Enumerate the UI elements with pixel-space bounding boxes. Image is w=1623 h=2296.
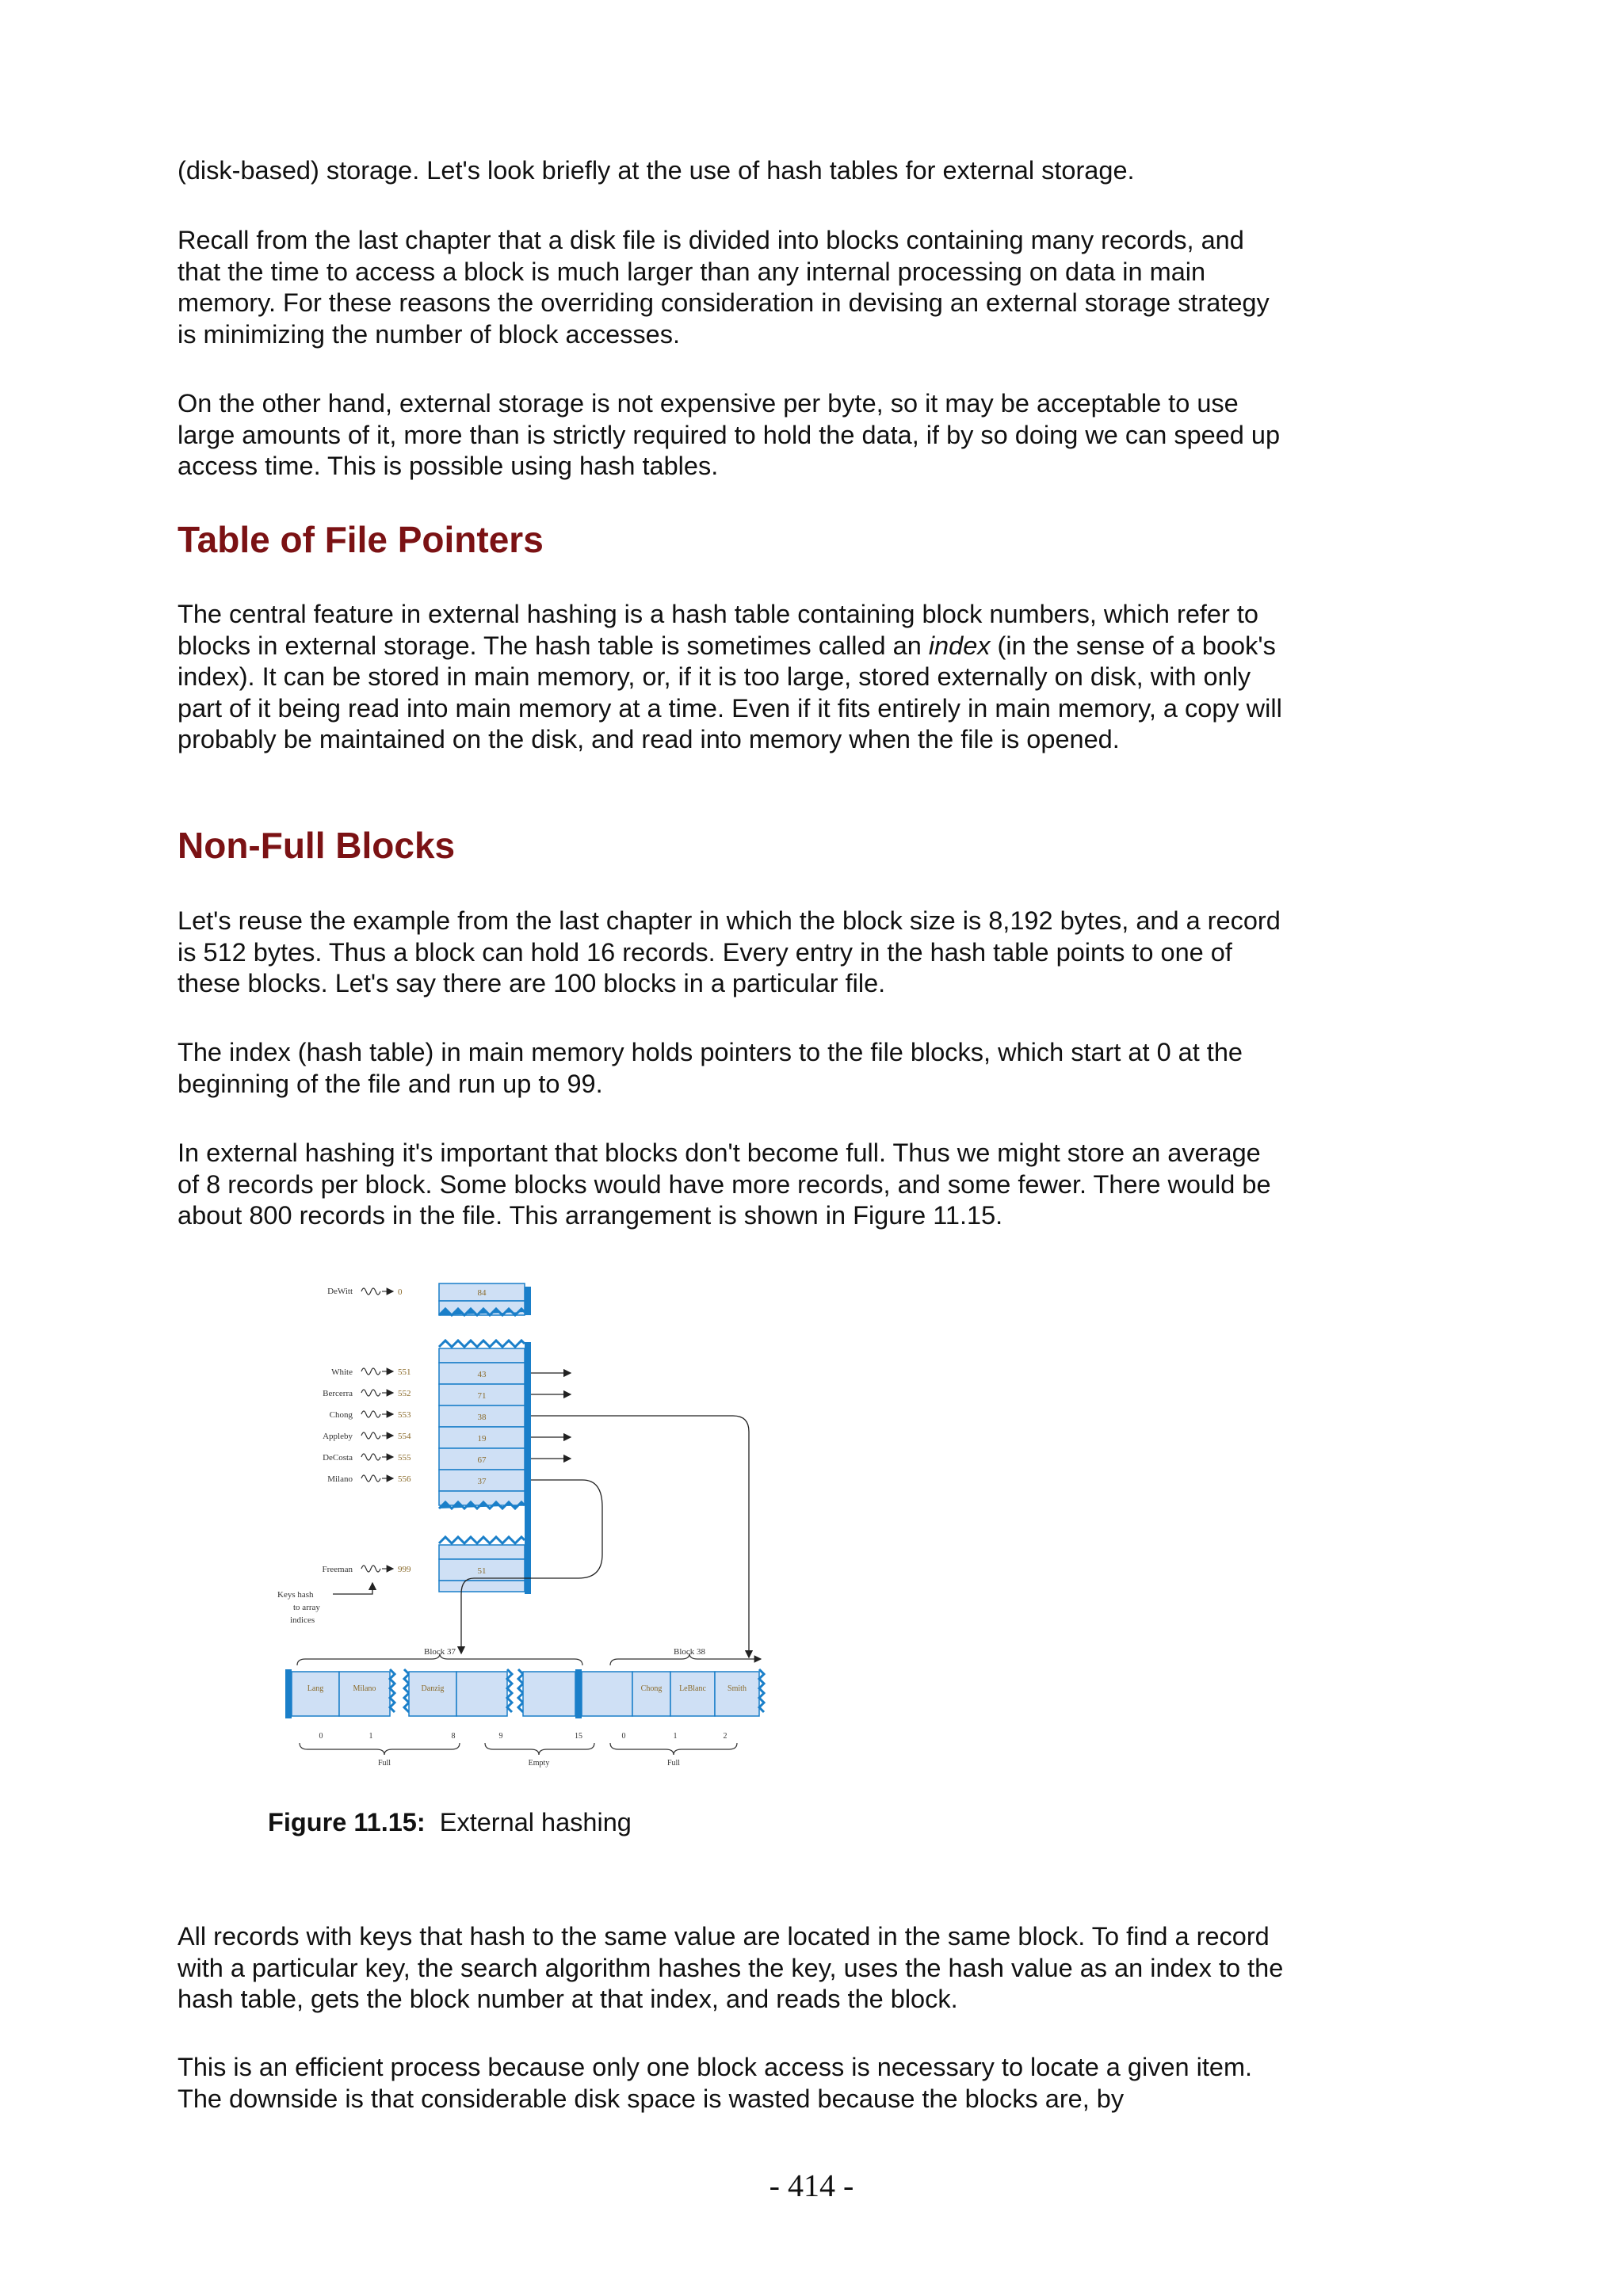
block-number: 51 [477, 1566, 487, 1576]
record-cell: Chong [640, 1684, 663, 1693]
paragraph [178, 599, 1287, 756]
paragraph [178, 1037, 1287, 1100]
note-line: Keys hash [277, 1590, 314, 1600]
paragraph [178, 1138, 1287, 1232]
paragraph-text: The central feature in external hashing is a hash table containing block numbers, which refer to blocks in external storage. The hash table is sometimes called an index (in the sense of a book's index). It can be stored in main memory, or, if it is too large, stored externally on disk, with only part of it being read into main memory at a time. Even if it fits entirely in main memory, a copy will probably be maintained on the disk, and read into memory when the file is opened. [178, 600, 1282, 753]
record-cell: LeBlanc [679, 1684, 706, 1693]
data-block-38 [518, 1669, 764, 1718]
bottom-scale [300, 1732, 737, 1768]
record-cell: Smith [727, 1684, 747, 1693]
slot-number: 1 [673, 1732, 678, 1741]
key-name: DeCosta [323, 1453, 353, 1463]
caption-text: External hashing [439, 1808, 632, 1836]
paragraph-text: The index (hash table) in main memory holds pointers to the file blocks, which start at 0 at the beginning of the file and run up to 99. [178, 1038, 1243, 1098]
block-number: 43 [477, 1370, 487, 1379]
paragraph-text: Let's reuse the example from the last chapter in which the block size is 8,192 bytes, and a record is 512 bytes. Thus a block can hold 16 records. Every entry in the hash table points to one of these blocks. Let's say there are 100 blocks in a particular file. [178, 906, 1281, 997]
heading-non-full-blocks: Non-Full Blocks [178, 825, 456, 866]
hash-index: 552 [398, 1389, 411, 1398]
key-name: Freeman [322, 1565, 353, 1574]
block-38-label: Block 38 [673, 1647, 706, 1657]
external-hashing-diagram [277, 1253, 792, 1768]
page-number: - 414 - [769, 2168, 854, 2203]
paragraph-text: Recall from the last chapter that a disk file is divided into blocks containing many records, and that the time to access a block is much larger than any internal processing on data in main memory. For these reasons the overriding consideration in devising an external storage strategy is minimizing the number of block accesses. [178, 226, 1270, 349]
record-cell: Milano [353, 1684, 376, 1693]
paragraph [178, 1921, 1287, 2016]
index-entry-555 [323, 1448, 571, 1470]
paragraph [178, 906, 1287, 1000]
slot-number: 9 [498, 1732, 503, 1741]
hash-index: 551 [398, 1367, 411, 1377]
hash-index: 0 [398, 1287, 403, 1297]
paragraph [178, 155, 1287, 187]
heading-table-of-file-pointers: Table of File Pointers [178, 519, 544, 560]
paragraph [178, 388, 1287, 482]
key-name: Chong [329, 1410, 353, 1420]
index-entry-551 [331, 1363, 571, 1384]
slot-number: 8 [451, 1732, 456, 1741]
figure-external-hashing [277, 1253, 792, 1768]
data-block-37 [285, 1669, 512, 1718]
key-name: Appleby [323, 1432, 353, 1441]
key-name: Bercerra [323, 1389, 353, 1398]
paragraph [178, 225, 1287, 350]
block-labels [297, 1647, 761, 1665]
hash-index: 555 [398, 1453, 411, 1463]
paragraph [178, 2052, 1287, 2115]
block-number: 67 [477, 1455, 487, 1465]
figure-caption [268, 1806, 632, 1838]
note-line: indices [290, 1615, 315, 1625]
range-label: Full [377, 1759, 391, 1768]
block-number: 19 [477, 1434, 487, 1444]
index-entry-0 [327, 1283, 531, 1315]
emphasis-index: index [928, 631, 991, 660]
paragraph-text: All records with keys that hash to the same value are located in the same block. To find a record with a particular key, the search algorithm hashes the key, uses the hash value as an index to the hash table, gets the block number at that index, and reads the block. [178, 1922, 1284, 2013]
section-heading [178, 825, 1287, 866]
slot-number: 0 [621, 1732, 626, 1741]
hash-index: 556 [398, 1474, 411, 1484]
block-number: 38 [477, 1413, 487, 1422]
hash-index: 553 [398, 1410, 411, 1420]
hash-index: 554 [398, 1432, 411, 1441]
range-label: Full [666, 1759, 681, 1768]
hash-index: 999 [398, 1565, 411, 1574]
section-heading [178, 519, 1287, 560]
record-cell: Danzig [421, 1684, 445, 1693]
record-cell: Lang [307, 1684, 324, 1693]
block-number: 37 [477, 1477, 487, 1486]
index-entry-554 [323, 1427, 571, 1448]
paragraph-text: This is an efficient process because only one block access is necessary to locate a given item. The downside is that considerable disk space is wasted because the blocks are, by [178, 2053, 1253, 2113]
index-entry-999 [323, 1537, 531, 1594]
key-name: White [331, 1367, 353, 1377]
slot-number: 2 [723, 1732, 727, 1741]
key-name: Milano [327, 1474, 353, 1484]
slot-number: 0 [319, 1732, 323, 1741]
block-37-label: Block 37 [423, 1647, 456, 1657]
block-number: 71 [477, 1391, 487, 1401]
index-entry-553 [330, 1405, 525, 1427]
slot-number: 15 [575, 1732, 582, 1741]
slot-number: 1 [369, 1732, 373, 1741]
paragraph-text: (disk-based) storage. Let's look briefly at the use of hash tables for external storage. [178, 156, 1135, 185]
caption-label: Figure 11.15: [268, 1808, 426, 1836]
paragraph-text: On the other hand, external storage is not expensive per byte, so it may be acceptable to use large amounts of it, more than is strictly required to hold the data, if by so doing we can speed up access time. This is possible using hash tables. [178, 389, 1281, 480]
index-entry-552 [323, 1384, 571, 1405]
index-entry-556 [327, 1470, 525, 1491]
range-label: Empty [528, 1759, 550, 1768]
key-name: DeWitt [327, 1287, 353, 1296]
index-table-middle [323, 1341, 571, 1556]
note-line: to array [293, 1603, 320, 1612]
paragraph-text: In external hashing it's important that blocks don't become full. Thus we might store an average of 8 records per block. Some blocks would have more records, and some fewer. There would be about 800 records in the file. This arrangement is shown in Figure 11.15. [178, 1138, 1271, 1230]
keys-hash-note [277, 1583, 372, 1625]
block-number: 84 [477, 1288, 487, 1298]
